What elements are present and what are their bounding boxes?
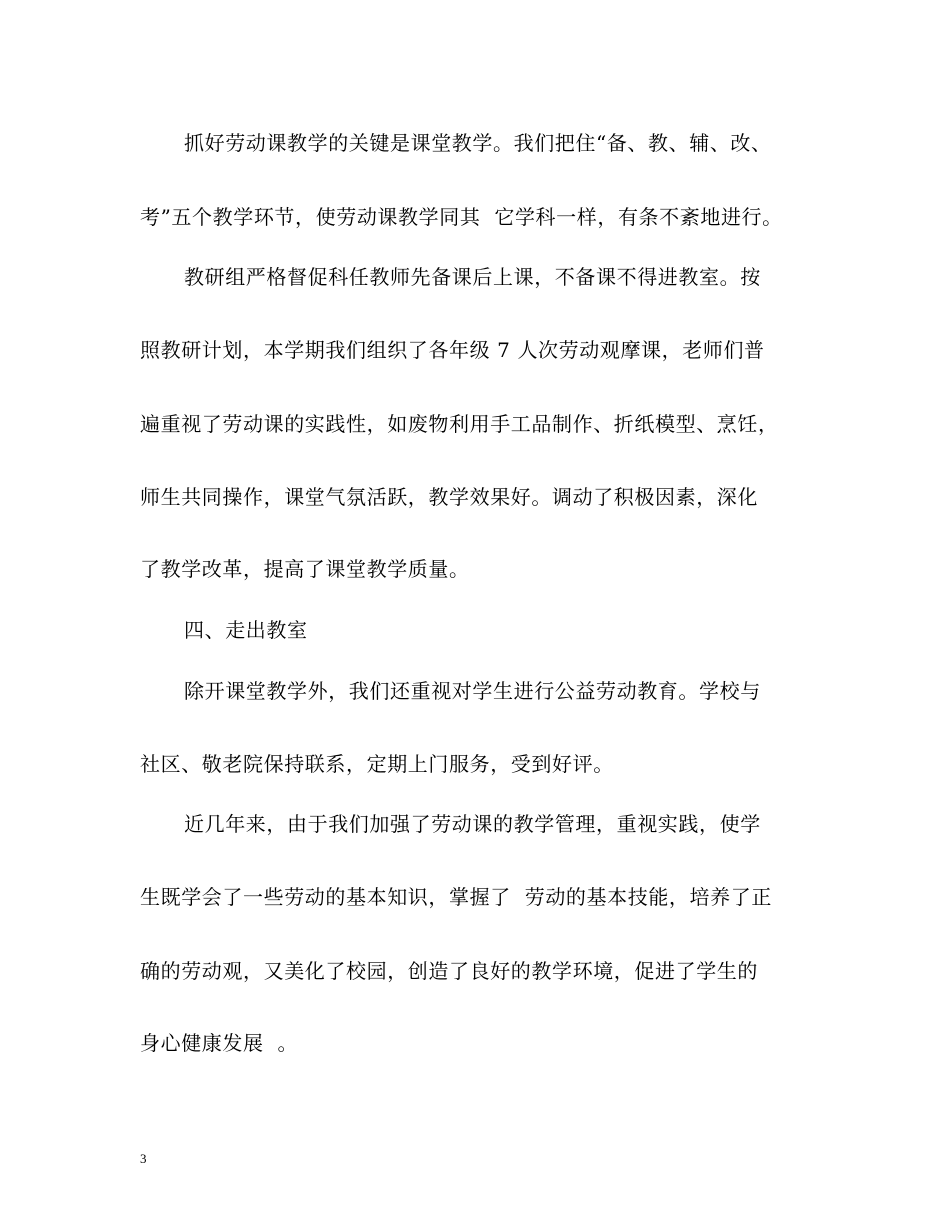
- paragraph-line: 遍重视了劳动课的实践性，如废物利用手工品制作、折纸模型、烹饪，: [140, 412, 779, 436]
- section-heading-line: 四、走出教室: [184, 618, 308, 642]
- paragraph-line: 近几年来，由于我们加强了劳动课的教学管理，重视实践，使学: [184, 812, 761, 836]
- paragraph-line: 考”五个教学环节，使劳动课教学同其 它学科一样，有条不紊地进行。: [140, 205, 783, 229]
- page-number: 3: [140, 1151, 147, 1166]
- paragraph-line: 除开课堂教学外，我们还重视对学生进行公益劳动教育。学校与: [184, 679, 761, 703]
- paragraph-line: 了教学改革，提高了课堂教学质量。: [140, 557, 470, 581]
- paragraph-line: 照教研计划，本学期我们组织了各年级 7 人次劳动观摩课，老师们普: [140, 338, 765, 362]
- paragraph-line: 教研组严格督促科任教师先备课后上课，不备课不得进教室。按: [184, 265, 761, 289]
- paragraph-line: 确的劳动观，又美化了校园，创造了良好的教学环境，促进了学生的: [140, 959, 758, 983]
- paragraph-line: 抓好劳动课教学的关键是课堂教学。我们把住“备、教、辅、改、: [184, 131, 772, 155]
- paragraph-line: 社区、敬老院保持联系，定期上门服务，受到好评。: [140, 752, 614, 776]
- paragraph-line: 身心健康发展 。: [140, 1031, 299, 1055]
- paragraph-line: 师生共同操作，课堂气氛活跃，教学效果好。调动了积极因素，深化: [140, 485, 758, 509]
- paragraph-line: 生既学会了一些劳动的基本知识，掌握了 劳动的基本技能，培养了正: [140, 885, 772, 909]
